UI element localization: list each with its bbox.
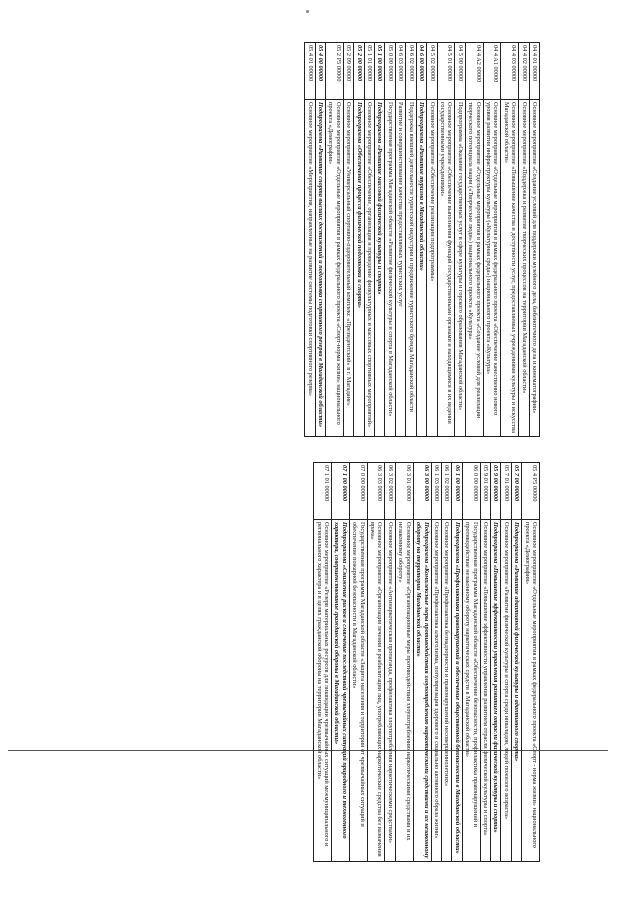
program-name: Подпрограмма «Развитие массовой физической культуры и спорта» xyxy=(375,100,385,437)
program-code: 05 7 01 00000 xyxy=(501,463,511,520)
program-code: 07 1 01 00000 xyxy=(314,463,332,520)
table-row xyxy=(437,43,455,437)
program-code: 04 4 02 00000 xyxy=(519,43,529,100)
program-code: 06 3 01 00000 xyxy=(395,463,413,520)
program-code: 04 6 00 00000 xyxy=(416,43,426,100)
program-name: Основное мероприятие «Профилактика безнадзорности и правонарушений несовершеннолетних» xyxy=(441,520,451,862)
rotated-page xyxy=(100,42,540,862)
program-name: Основное мероприятие «Организационные меры противодействия злоупотреблению наркотическими средствами и их незаконному обороту» xyxy=(395,520,413,862)
program-code: 06 1 02 00000 xyxy=(441,463,451,520)
table-row xyxy=(385,463,395,862)
program-name: Подпрограмма «Развитие адаптивной физической культуры и адаптивного спорта» xyxy=(511,520,521,862)
table-row xyxy=(511,463,521,862)
table-row xyxy=(431,463,441,862)
program-code: 05 9 01 00000 xyxy=(480,463,490,520)
program-code: 04 5 01 00000 xyxy=(437,43,455,100)
table-row xyxy=(332,463,350,862)
program-code: 04 4 01 00000 xyxy=(529,43,539,100)
upper-table-body xyxy=(305,43,540,437)
program-name: Основное мероприятие «Обеспечение, организация и проведение физкультурных и массовых спортивных мероприятий» xyxy=(364,100,374,437)
table-row xyxy=(406,43,416,437)
table-row xyxy=(490,463,500,862)
program-code: 06 1 00 00000 xyxy=(452,463,462,520)
program-code: 04 4 A2 00000 xyxy=(465,43,483,100)
program-code: 07 1 00 00000 xyxy=(332,463,350,520)
program-code: 04 5 00 00000 xyxy=(455,43,465,100)
program-name: Поддержка внешней деятельности туристской индустрии и продвижение туристского бренда Магаданской области xyxy=(406,100,416,437)
program-code: 05 2 P5 00000 xyxy=(326,43,344,100)
table-row xyxy=(314,463,332,862)
program-code: 04 5 02 00000 xyxy=(427,43,437,100)
table-row xyxy=(529,43,539,437)
program-name: Основное мероприятие «Антинаркотическая пропаганда, профилактика злоупотребления наркотическими средствами» xyxy=(385,520,395,862)
program-code: 05 4 P5 00000 xyxy=(522,463,540,520)
program-name: Основное мероприятие «Отдельные мероприятия в рамках федерального проекта «Спорт-норма жизни» национального проекта «Демография» xyxy=(326,100,344,437)
table-row xyxy=(501,43,519,437)
table-row xyxy=(375,43,385,437)
program-code: 04 4 03 00000 xyxy=(501,43,519,100)
program-name: Основное мероприятие «Отдельные мероприятия в рамках федерального проекта «Спорт - норма жизни» национального проекта «Демография» xyxy=(522,520,540,862)
program-code: 06 1 03 00000 xyxy=(431,463,441,520)
program-name: Подпрограмма «Профилактика правонарушений и обеспечение общественной безопасности в Магаданской области» xyxy=(452,520,462,862)
program-code: 07 0 00 00000 xyxy=(349,463,367,520)
program-name: Подпрограмма «Развитие туризма в Магаданской области» xyxy=(416,100,426,437)
program-name: Основное мероприятие «Повышение качества и доступности услуг, предоставляемых учреждениями культуры и искусства Магаданской области» xyxy=(501,100,519,437)
program-name: Подпрограмма «Снижение рисков и смягчение последствий чрезвычайных ситуаций природного и техногенного характера, совершенствование гражданской обороны в Магаданской области» xyxy=(332,520,350,862)
program-name: Основное мероприятие «Обеспечение выполнения функций государственными органами и находящимися в их ведении государственными учреждениями» xyxy=(437,100,455,437)
program-name: Подпрограмма «Развитие спорта высших достижений и подготовка спортивного резерва в Магаданской области» xyxy=(315,100,325,437)
program-name: Государственная программа Магаданской области «Развитие физической культуры и спорта в Магаданской области» xyxy=(385,100,395,437)
table-row xyxy=(385,43,395,437)
upper-table xyxy=(304,42,540,437)
table-row xyxy=(326,43,344,437)
program-code: 05 4 01 00000 xyxy=(305,43,315,100)
program-name: Подпрограмма «Обеспечение процесса физической подготовки и спорта» xyxy=(354,100,364,437)
program-code: 05 1 00 00000 xyxy=(375,43,385,100)
table-row xyxy=(395,463,413,862)
program-name: Основное мероприятие «Обеспечение реализации подпрограммы» xyxy=(427,100,437,437)
table-row xyxy=(395,43,405,437)
table-row xyxy=(343,43,353,437)
program-code: 05 9 00 00000 xyxy=(490,463,500,520)
table-row xyxy=(501,463,511,862)
program-name: Основное мероприятие «Отдельные мероприятия в рамках федерального проекта «Создание условий для реализации творческого потенциала нации («Творческие люди») национального проекта «Культура» xyxy=(465,100,483,437)
program-code: 04 6 02 00000 xyxy=(406,43,416,100)
program-name: Основное мероприятие «Повышение эффективности управления развитием отрасли физической культуры и спорта» xyxy=(480,520,490,862)
program-code: 05 2 00 00000 xyxy=(354,43,364,100)
program-name: Основное мероприятие «Развитие физической культуры и спорта среди инвалидов, людей пожилого возраста» xyxy=(501,520,511,862)
table-row xyxy=(413,463,431,862)
upper-table-block xyxy=(304,42,540,437)
lower-table-block xyxy=(313,462,540,862)
program-code: 05 4 00 00000 xyxy=(315,43,325,100)
program-name: Основное мероприятие «Резерв материальных ресурсов для ликвидации чрезвычайных ситуаций межмуниципального и регионального характера и в целях гражданской обороны на территории Магаданской области» xyxy=(314,520,332,862)
lower-table-body xyxy=(314,463,540,862)
table-row xyxy=(427,43,437,437)
lower-table xyxy=(313,462,540,862)
program-code: 05 2 09 00000 xyxy=(343,43,353,100)
program-code: 06 0 00 00000 xyxy=(462,463,480,520)
program-code: 06 3 02 00000 xyxy=(385,463,395,520)
table-row xyxy=(483,43,501,437)
program-code: 05 1 01 00000 xyxy=(364,43,374,100)
table-row xyxy=(455,43,465,437)
table-row xyxy=(441,463,451,862)
table-row xyxy=(349,463,367,862)
table-row xyxy=(364,43,374,437)
program-code: 04 4 A1 00000 xyxy=(483,43,501,100)
program-name: Основное мероприятие «Мероприятия, направленные на развитие системы подготовки спортивного резерва» xyxy=(305,100,315,437)
program-name: Основное мероприятие «Отдельные мероприятия в рамках федерального проекта «Обеспечение качественно нового уровня развития инфраструктуры культуры («Культурная среда») национального проекта «Культура» xyxy=(483,100,501,437)
table-row xyxy=(367,463,385,862)
program-name: Основное мероприятие «Организация лечения и реабилитации лиц, употребляющих наркотические средства без назначения врача» xyxy=(367,520,385,862)
table-row xyxy=(354,43,364,437)
program-code: 06 3 03 00000 xyxy=(367,463,385,520)
program-name: Подпрограмма «Оказание государственных услуг в сфере культуры и горского образования Магаданской области» xyxy=(455,100,465,437)
program-name: Основное мероприятие «Создание условий для поддержки музейного дела, библиотечного дела и кинематографии» xyxy=(529,100,539,437)
table-row xyxy=(519,43,529,437)
program-name: Государственная программа Магаданской области «Обеспечение безопасности, профилактика правонарушений и противодействие незаконному обороту наркотических средств в Магаданской области» xyxy=(462,520,480,862)
program-code: 05 0 00 00000 xyxy=(385,43,395,100)
program-code: 04 6 03 00000 xyxy=(395,43,405,100)
table-row xyxy=(465,43,483,437)
table-row xyxy=(416,43,426,437)
table-row xyxy=(305,43,315,437)
program-name: Основное мероприятие «Поддержка и развитие творческих процессов на территории Магаданской области» xyxy=(519,100,529,437)
table-row xyxy=(522,463,540,862)
program-name: Основное мероприятие «Универсальный спортивно-оздоровительный комплекс «Президентский» в г. Магадане» xyxy=(343,100,353,437)
program-name: Основное мероприятие «Профилактика алкоголизма, популяризация здорового и социально активного образа жизни» xyxy=(431,520,441,862)
scan-speck xyxy=(306,10,309,13)
program-name: Подпрограмма «Комплексные меры противодействия злоупотреблению наркотическими средствами и их незаконному обороту на территории Магаданской области» xyxy=(413,520,431,862)
program-name: Государственная программа Магаданской области «Защита населения и территории от чрезвычайных ситуаций и обеспечение пожарной безопасности в Магаданской области» xyxy=(349,520,367,862)
table-row xyxy=(462,463,480,862)
program-code: 05 7 00 00000 xyxy=(511,463,521,520)
program-name: Подпрограмма «Повышение эффективности управления развитием отрасли физической культуры и спорта» xyxy=(490,520,500,862)
table-row xyxy=(480,463,490,862)
table-row xyxy=(452,463,462,862)
program-name: Развитие и совершенствование качества предоставляемых туристских услуг xyxy=(395,100,405,437)
table-row xyxy=(315,43,325,437)
program-code: 06 3 00 00000 xyxy=(413,463,431,520)
